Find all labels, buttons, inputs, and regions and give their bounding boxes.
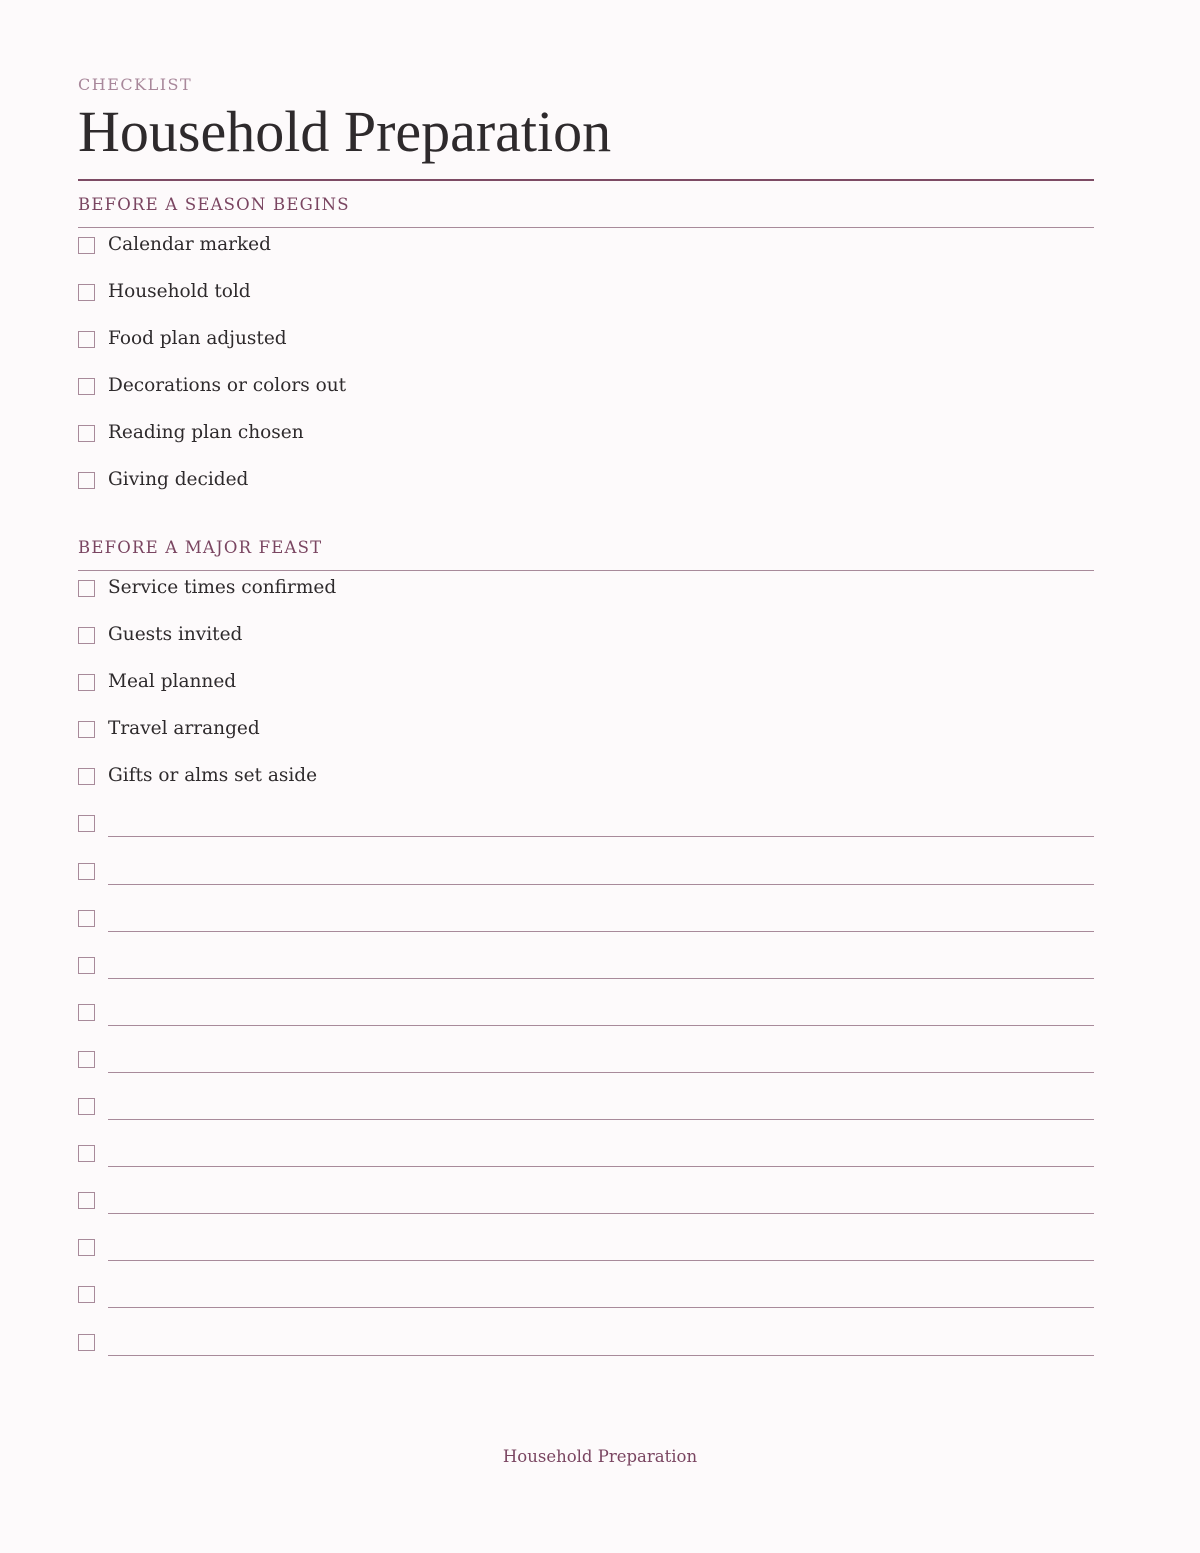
write-in-line[interactable]: [108, 1355, 1094, 1356]
checklist-item[interactable]: [78, 416, 1094, 463]
section-heading: BEFORE A MAJOR FEAST: [78, 537, 1094, 571]
item-label: Gifts or alms set aside: [108, 765, 318, 787]
checkbox[interactable]: [78, 580, 95, 597]
checkbox[interactable]: [78, 1286, 95, 1303]
write-in-line[interactable]: [108, 978, 1094, 979]
page-title: Household Preparation: [78, 99, 612, 164]
blank-checklist-item[interactable]: [78, 1042, 1094, 1089]
item-label: Reading plan chosen: [108, 422, 304, 444]
checklist-item[interactable]: [78, 463, 1094, 510]
checklist-item[interactable]: [78, 712, 1094, 759]
item-label: Calendar marked: [108, 234, 271, 255]
blank-checklist-item[interactable]: [78, 901, 1094, 948]
checklist-item[interactable]: [78, 618, 1094, 665]
checklist-items: [78, 571, 1094, 1372]
checkbox[interactable]: [78, 1004, 95, 1021]
checkbox[interactable]: [78, 815, 95, 832]
checkbox[interactable]: [78, 627, 95, 644]
checkbox[interactable]: [78, 721, 95, 738]
checklist-item[interactable]: [78, 322, 1094, 369]
checkbox[interactable]: [78, 1192, 95, 1209]
item-label: Decorations or colors out: [108, 375, 347, 397]
write-in-line[interactable]: [108, 1307, 1094, 1308]
page-footer: Household Preparation: [502, 1447, 698, 1466]
write-in-line[interactable]: [108, 1213, 1094, 1214]
blank-checklist-item[interactable]: [78, 1325, 1094, 1372]
write-in-line[interactable]: [108, 931, 1094, 932]
item-label: Giving decided: [108, 469, 249, 491]
checkbox[interactable]: [78, 425, 95, 442]
blank-checklist-item[interactable]: [78, 854, 1094, 901]
checkbox[interactable]: [78, 331, 95, 348]
item-label: Meal planned: [108, 671, 237, 693]
checkbox[interactable]: [78, 284, 95, 301]
item-label: Household told: [108, 281, 251, 303]
checkbox[interactable]: [78, 957, 95, 974]
checkbox[interactable]: [78, 1145, 95, 1162]
checkbox[interactable]: [78, 472, 95, 489]
write-in-line[interactable]: [108, 1260, 1094, 1261]
checklist-page: [78, 0, 1094, 1553]
blank-checklist-item[interactable]: [78, 806, 1094, 853]
checklist-item[interactable]: [78, 369, 1094, 416]
item-label: Travel arranged: [108, 718, 260, 740]
blank-checklist-item[interactable]: [78, 995, 1094, 1042]
item-label: Service times confirmed: [108, 577, 337, 598]
checkbox[interactable]: [78, 1239, 95, 1256]
section-before-feast: [78, 537, 1094, 1372]
checkbox[interactable]: [78, 674, 95, 691]
write-in-line[interactable]: [108, 836, 1094, 837]
eyebrow-label: CHECKLIST: [78, 75, 193, 94]
checkbox[interactable]: [78, 378, 95, 395]
section-heading: BEFORE A SEASON BEGINS: [78, 194, 1094, 228]
item-label: Guests invited: [108, 624, 243, 646]
checklist-item[interactable]: [78, 275, 1094, 322]
blank-checklist-item[interactable]: [78, 1183, 1094, 1230]
checklist-item[interactable]: [78, 571, 1094, 618]
checkbox[interactable]: [78, 768, 95, 785]
checklist-item[interactable]: [78, 665, 1094, 712]
checkbox[interactable]: [78, 910, 95, 927]
checklist-items: [78, 228, 1094, 511]
blank-checklist-item[interactable]: [78, 948, 1094, 995]
checklist-item[interactable]: [78, 228, 1094, 275]
blank-checklist-item[interactable]: [78, 1136, 1094, 1183]
write-in-line[interactable]: [108, 1072, 1094, 1073]
write-in-line[interactable]: [108, 1166, 1094, 1167]
item-label: Food plan adjusted: [108, 328, 287, 350]
blank-checklist-item[interactable]: [78, 1230, 1094, 1277]
section-before-season: [78, 194, 1094, 511]
write-in-line[interactable]: [108, 1025, 1094, 1026]
checkbox[interactable]: [78, 1098, 95, 1115]
blank-checklist-item[interactable]: [78, 1277, 1094, 1324]
blank-checklist-item[interactable]: [78, 1089, 1094, 1136]
checklist-item[interactable]: [78, 759, 1094, 806]
checkbox[interactable]: [78, 1334, 95, 1351]
checkbox[interactable]: [78, 237, 95, 254]
checkbox[interactable]: [78, 1051, 95, 1068]
title-divider: [78, 179, 1094, 181]
write-in-line[interactable]: [108, 884, 1094, 885]
checkbox[interactable]: [78, 863, 95, 880]
write-in-line[interactable]: [108, 1119, 1094, 1120]
